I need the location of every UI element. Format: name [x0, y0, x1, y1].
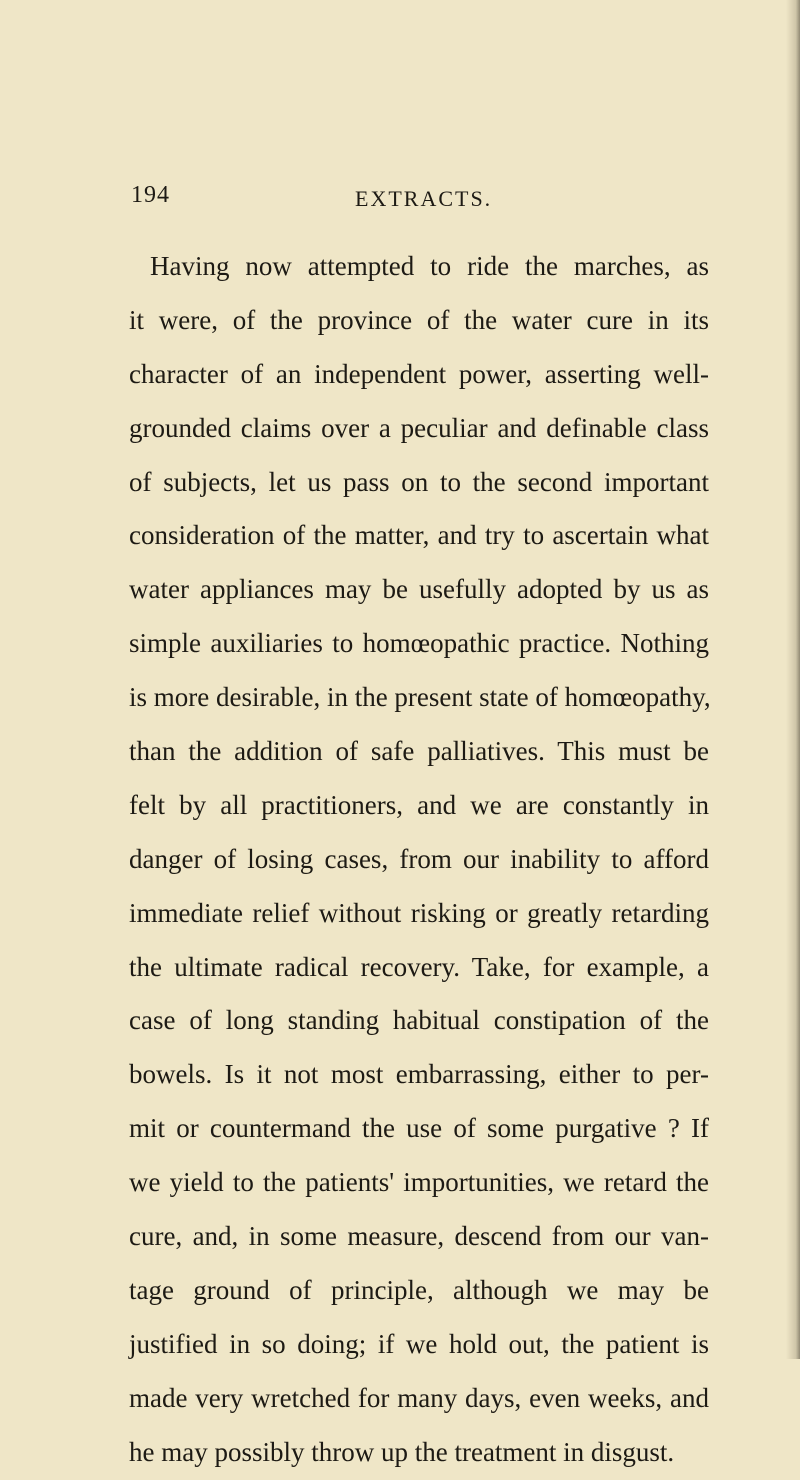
text-line: the ultimate radical recovery. Take, for example, a	[129, 951, 709, 982]
text-line: danger of losing cases, from our inability to afford	[129, 843, 709, 874]
text-line: we yield to the patients' importunities, we retard the	[129, 1167, 709, 1198]
text-line: consideration of the matter, and try to ascertain what	[129, 520, 709, 551]
text-line: grounded claims over a peculiar and definable class	[129, 412, 709, 443]
text-line: bowels. Is it not most embarrassing, either to per-	[129, 1059, 709, 1090]
text-line: case of long standing habitual constipation of the	[129, 1005, 709, 1036]
text-line: made very wretched for many days, even weeks, and	[129, 1382, 709, 1413]
text-line: cure, and, in some measure, descend from our van-	[129, 1221, 709, 1252]
page-edge-shadow	[786, 0, 800, 1359]
body-text	[129, 240, 709, 1479]
text-line: felt by all practitioners, and we are constantly in	[129, 789, 709, 820]
text-line: mit or countermand the use of some purgative ? If	[129, 1113, 709, 1144]
text-line: it were, of the province of the water cure in its	[129, 304, 709, 335]
text-line: justified in so doing; if we hold out, the patient is	[129, 1328, 709, 1359]
running-title: EXTRACTS.	[355, 186, 493, 211]
text-line: Having now attempted to ride the marches, as	[150, 251, 709, 281]
text-line: of subjects, let us pass on to the second important	[129, 466, 709, 497]
text-line: tage ground of principle, although we may be	[129, 1274, 709, 1305]
text-line: immediate relief without risking or greatly retarding	[129, 897, 709, 928]
text-line: he may possibly throw up the treatment in disgust.	[129, 1436, 675, 1467]
text-line: character of an independent power, asserting well-	[129, 358, 709, 389]
text-line: simple auxiliaries to homœopathic practice. Nothing	[129, 628, 709, 659]
text-line: water appliances may be usefully adopted by us as	[129, 574, 709, 605]
page-number: 194	[131, 182, 170, 208]
text-line: than the addition of safe palliatives. This must be	[129, 736, 709, 767]
text-line: is more desirable, in the present state of homœopathy,	[129, 682, 711, 713]
